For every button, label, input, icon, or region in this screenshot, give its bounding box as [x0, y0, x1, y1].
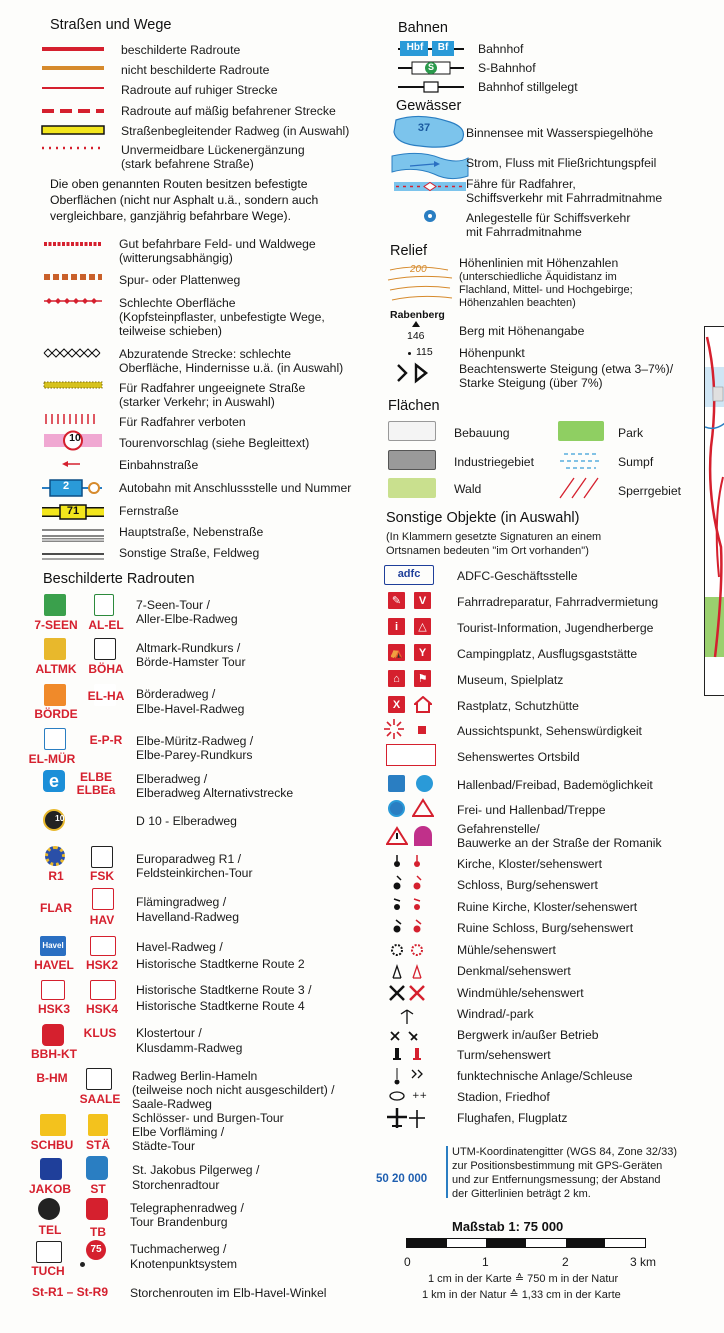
- discouraged-line: [44, 349, 100, 357]
- road2-label: Für Radfahrer verboten: [119, 415, 246, 429]
- gradient-symbol: [394, 362, 434, 384]
- route-code: FLAR: [40, 901, 72, 915]
- route-code: HSK3: [37, 1002, 70, 1016]
- road2-label: Spur- oder Plattenweg: [119, 273, 241, 287]
- route-label: Elberadweg /: [136, 772, 208, 786]
- water-label: Strom, Fluss mit Fließrichtungspfeil: [466, 156, 657, 170]
- route-label-2: Elbe-Havel-Radweg: [136, 702, 245, 716]
- route-label: St. Jakobus Pilgerweg /: [132, 1163, 260, 1177]
- rail-label: S-Bahnhof: [478, 61, 536, 75]
- indoor-pool-icon: [388, 775, 405, 792]
- route-label: D 10 - Elberadweg: [136, 814, 237, 828]
- relief-label-2: (unterschiedliche Äquidistanz im: [459, 271, 617, 283]
- route-label: Telegraphenradweg /: [130, 1201, 244, 1215]
- ruin-castle-icon: [394, 920, 402, 933]
- mountain-name: Rabenberg: [390, 309, 445, 321]
- forbidden-line: [46, 414, 94, 424]
- object-label: funktechnische Anlage/Schleuse: [457, 1069, 633, 1083]
- route-code: 7-SEEN: [34, 618, 78, 632]
- windmill-icon: [390, 986, 404, 1000]
- havel-icon: Havel: [40, 936, 66, 956]
- area-label: Wald: [454, 482, 482, 496]
- object-label: Windrad/-park: [457, 1007, 534, 1021]
- water-label: Fähre für Radfahrer,: [466, 177, 576, 191]
- route-code: HSK4: [85, 1002, 118, 1016]
- other-road-symbol: [42, 554, 104, 559]
- relief-label-4: Höhenzahlen beachten): [459, 297, 576, 309]
- roads-heading: Straßen und Wege: [50, 17, 172, 33]
- object-label: Hallenbad/Freibad, Bademöglichkeit: [457, 778, 653, 792]
- small-object-icons: [382, 852, 442, 1132]
- route-code: HAV: [89, 913, 115, 927]
- elbe-mueritz-icon: [44, 728, 66, 750]
- route-label-3: Saale-Radweg: [132, 1097, 212, 1111]
- park-swatch: [558, 421, 604, 441]
- object-label: Gefahrenstelle/: [457, 822, 540, 836]
- route-label: Börderadweg /: [136, 687, 216, 701]
- stadium-icon: [390, 1092, 404, 1100]
- route-code: EL-HA: [87, 689, 125, 703]
- camping-icon: ⛺: [388, 644, 405, 661]
- route-label-3: Städte-Tour: [132, 1139, 196, 1153]
- bbh-kt-icon: [42, 1024, 64, 1046]
- route-code: FSK: [90, 869, 114, 883]
- closed-station-symbol: [398, 82, 464, 92]
- utm-text: der Gitterlinien beträgt 2 km.: [452, 1188, 591, 1200]
- route-code: STÄ: [86, 1138, 110, 1152]
- object-label: Museum, Spielplatz: [457, 673, 564, 687]
- boerde-hamster-icon: [94, 638, 116, 660]
- route-code: ELBEa: [76, 783, 116, 797]
- relief-heading: Relief: [390, 243, 428, 259]
- church-icon: [394, 855, 400, 867]
- object-label: Stadion, Friedhof: [457, 1090, 550, 1104]
- combined-pool-icon: [388, 800, 405, 817]
- industrial-swatch: [388, 450, 436, 470]
- route-label-2: Feldsteinkirchen-Tour: [136, 866, 253, 880]
- schbu-icon: [40, 1114, 66, 1136]
- radio-icon: [395, 1068, 400, 1085]
- object-label: Flughafen, Flugplatz: [457, 1111, 568, 1125]
- seven-seen-icon: [44, 594, 66, 616]
- route-code: HAVEL: [34, 958, 74, 972]
- sight-icon: [418, 726, 426, 734]
- rental-icon: V: [414, 592, 431, 609]
- road2-label: Hauptstraße, Nebenstraße: [119, 525, 264, 539]
- node-dot: [80, 1262, 85, 1267]
- saale-icon: [86, 1068, 112, 1090]
- rail-label: Bahnhof stillgelegt: [478, 80, 578, 94]
- route-label: Flämingradweg /: [136, 895, 227, 909]
- route-label-2: Aller-Elbe-Radweg: [136, 612, 238, 626]
- storchen-icon: [86, 1156, 108, 1180]
- river-shape: [392, 153, 468, 178]
- route-label-2: Tour Brandenburg: [130, 1215, 228, 1229]
- lake-level: 37: [417, 122, 431, 134]
- scale-tick: 0: [404, 1255, 411, 1269]
- road2-label-2: (Kopfsteinpflaster, unbefestigte Wege,: [119, 310, 325, 324]
- surface-note-2: Oberflächen (nicht nur Asphalt u.ä., sondern auch: [50, 193, 319, 207]
- ruin-castle-sight-icon: [414, 920, 422, 933]
- relief-label: Höhenlinien mit Höhenzahlen: [459, 256, 619, 270]
- road2-label: Gut befahrbare Feld- und Waldwege: [119, 237, 316, 251]
- spot-height-value: 115: [416, 346, 433, 358]
- svg-text:++: ++: [412, 1091, 428, 1101]
- scale-note-2: 1 km in der Natur ≙ 1,33 cm in der Karte: [422, 1289, 621, 1301]
- route-label: Historische Stadtkerne Route 3 /: [136, 983, 312, 997]
- d10-number: 10: [55, 813, 65, 823]
- route-code: ST: [90, 1182, 106, 1196]
- utm-text: zur Positionsbestimmung mit GPS-Geräten: [452, 1160, 663, 1172]
- rail-label: Bahnhof: [478, 42, 524, 56]
- main-road-symbol: [42, 533, 104, 540]
- road-label: nicht beschilderte Radroute: [121, 63, 270, 77]
- scale-bar: [406, 1238, 646, 1248]
- ruin-church-sight-icon: [414, 899, 420, 910]
- route-label-2: Havelland-Radweg: [136, 910, 239, 924]
- tb-icon: [86, 1198, 108, 1220]
- summit-icon: [412, 321, 420, 327]
- tuch-icon: [36, 1241, 62, 1263]
- jakob-icon: [40, 1158, 62, 1180]
- road-line-symbols: [40, 36, 106, 168]
- relief-label-3: Flachland, Mittel- und Hochgebirge;: [459, 284, 633, 296]
- route-label: Storchenrouten im Elb-Havel-Winkel: [130, 1286, 327, 1300]
- map-edge-preview: [704, 326, 724, 696]
- route-label-2: Knotenpunktsystem: [130, 1257, 238, 1271]
- monument-icon: [393, 966, 401, 978]
- outdoor-pool-icon: [416, 775, 433, 792]
- utm-grid-line: [446, 1146, 448, 1198]
- airfield-icon: [409, 1110, 425, 1128]
- object-label: Windmühle/sehenswert: [457, 986, 584, 1000]
- federal-road-number: 71: [66, 505, 80, 517]
- oneway-arrow: [62, 461, 80, 467]
- object-label: Mühle/sehenswert: [457, 943, 556, 957]
- route-label-2: (teilweise noch nicht ausgeschildert) /: [132, 1083, 335, 1097]
- water-label: Binnensee mit Wasserspiegelhöhe: [466, 126, 654, 140]
- lock-icon: [412, 1070, 422, 1078]
- tel-icon: [38, 1198, 60, 1220]
- road2-label: Autobahn mit Anschlussstelle und Nummer: [119, 481, 352, 495]
- route-code: SCHBU: [30, 1138, 74, 1152]
- route-label-2: Historische Stadtkerne Route 4: [136, 999, 305, 1013]
- staedte-icon: [88, 1114, 108, 1136]
- surface-note-1: Die oben genannten Routen besitzen befestigte: [50, 177, 308, 191]
- restaurant-icon: Y: [414, 644, 431, 661]
- contour-value: 200: [410, 264, 427, 275]
- route-label: Schlösser- und Burgen-Tour: [132, 1111, 284, 1125]
- road2-label: Für Radfahrer ungeeignete Straße: [119, 381, 306, 395]
- scale-tick: 2: [562, 1255, 569, 1269]
- boerde-icon: [44, 684, 66, 706]
- romanesque-icon: [414, 826, 432, 846]
- route-label: Radweg Berlin-Hameln: [132, 1069, 258, 1083]
- tower-sight-icon: [413, 1048, 421, 1060]
- utm-value: 50 20 000: [376, 1173, 428, 1185]
- ruin-church-icon: [394, 899, 400, 910]
- road2-label-2: (witterungsabhängig): [119, 251, 233, 265]
- aller-elbe-icon: [94, 594, 114, 616]
- havelland-icon: [92, 888, 114, 910]
- hsk4-icon: [90, 980, 116, 1000]
- route-label-2: Elberadweg Alternativstrecke: [136, 786, 294, 800]
- route-label-2: Elbe Vorfläming /: [132, 1125, 225, 1139]
- route-code: ELBE: [79, 770, 112, 784]
- tower-icon: [393, 1048, 401, 1060]
- castle-sight-icon: [414, 876, 422, 890]
- hbf-text: Hbf: [406, 42, 424, 53]
- mill-sight-icon: [412, 945, 422, 955]
- forest-swatch: [388, 478, 436, 498]
- object-label-2: Bauwerke an der Straße der Romanik: [457, 836, 662, 850]
- route-code: BÖHA: [88, 662, 124, 676]
- route-label: Elbe-Müritz-Radweg /: [136, 734, 254, 748]
- road-label: Straßenbegleitender Radweg (in Auswahl): [121, 124, 350, 138]
- r1-icon: [45, 846, 65, 866]
- node-badge: 75: [86, 1240, 106, 1260]
- swamp-swatch: [558, 450, 604, 472]
- route-code: BÖRDE: [34, 707, 78, 721]
- elberadweg-icon: e: [43, 770, 65, 792]
- mine-icon: [391, 1032, 399, 1040]
- scale-tick: 3 km: [630, 1255, 657, 1269]
- castle-icon: [394, 876, 402, 890]
- water-label: Anlegestelle für Schiffsverkehr: [466, 211, 631, 225]
- objects-heading: Sonstige Objekte (in Auswahl): [386, 510, 580, 526]
- scale-note-1: 1 cm in der Karte ≙ 750 m in der Natur: [428, 1273, 619, 1285]
- route-label-2: Börde-Hamster Tour: [136, 655, 246, 669]
- route-code: E-P-R: [89, 733, 123, 747]
- scale-tick: 1: [482, 1255, 489, 1269]
- object-label: Fahrradreparatur, Fahrradvermietung: [457, 595, 659, 609]
- route-label: Altmark-Rundkurs /: [136, 641, 241, 655]
- object-label: Frei- und Hallenbad/Treppe: [457, 803, 606, 817]
- route-code: R1: [48, 869, 64, 883]
- route-label: Klostertour /: [136, 1026, 202, 1040]
- road-label-2: (stark befahrene Straße): [121, 157, 254, 171]
- route-code: AL-EL: [88, 618, 124, 632]
- hsk2-icon: [90, 936, 116, 956]
- route-code: SAALE: [79, 1092, 121, 1106]
- object-label: Schloss, Burg/sehenswert: [457, 878, 598, 892]
- route-label-2: Klusdamm-Radweg: [136, 1041, 243, 1055]
- road2-label: Tourenvorschlag (siehe Begleittext): [119, 436, 310, 450]
- museum-icon: ⌂: [388, 670, 405, 687]
- altmark-icon: [44, 638, 66, 660]
- mine-closed-icon: [409, 1032, 417, 1040]
- rail-heading: Bahnen: [398, 20, 448, 36]
- route-label: Havel-Radweg /: [136, 940, 223, 954]
- object-label: Sehenswertes Ortsbild: [457, 750, 580, 764]
- route-label-2: Historische Stadtkerne Route 2: [136, 957, 305, 971]
- route-label-2: Storchenradtour: [132, 1178, 220, 1192]
- spot-height-dot: [408, 352, 411, 355]
- church-sight-icon: [414, 855, 420, 867]
- routes-heading: Beschilderte Radrouten: [43, 571, 195, 587]
- wind-turbine-icon: [401, 1010, 413, 1024]
- fsk-icon: [91, 846, 113, 868]
- route-code: BBH-KT: [31, 1047, 77, 1061]
- bf-text: Bf: [437, 42, 449, 53]
- unsuitable-line: [44, 382, 102, 388]
- route-code: TUCH: [31, 1264, 65, 1278]
- relief-label-2: Starke Steigung (über 7%): [459, 376, 603, 390]
- object-label: ADFC-Geschäftsstelle: [457, 569, 578, 583]
- hsk3-icon: [41, 980, 65, 1000]
- road2-label: Einbahnstraße: [119, 458, 199, 472]
- scale-title: Maßstab 1: 75 000: [452, 1219, 564, 1234]
- hostel-icon: △: [414, 618, 431, 635]
- road2-label: Fernstraße: [119, 504, 179, 518]
- viewpoint-icon: [382, 717, 406, 741]
- info-icon: i: [388, 618, 405, 635]
- area-label: Sumpf: [618, 455, 654, 469]
- object-label: Rastplatz, Schutzhütte: [457, 699, 579, 713]
- route-code: ALTMK: [35, 662, 77, 676]
- object-label: Campingplatz, Ausflugsgaststätte: [457, 647, 638, 661]
- road-label: Radroute auf mäßig befahrener Strecke: [121, 104, 336, 118]
- area-label: Park: [618, 426, 644, 440]
- water-heading: Gewässer: [396, 98, 462, 114]
- objects-note-1: (In Klammern gesetzte Signaturen an einem: [386, 531, 602, 543]
- ferry-symbol: [394, 182, 466, 191]
- object-label: Denkmal/sehenswert: [457, 964, 571, 978]
- road2-label-2: Oberfläche, Hindernisse u.ä. (in Auswahl): [119, 361, 344, 375]
- road2-label: Sonstige Straße, Feldweg: [119, 546, 260, 560]
- shelter-icon: [414, 696, 432, 713]
- bike-path-line: [42, 126, 104, 134]
- road-label: Unvermeidbare Lückenergänzung: [121, 143, 305, 157]
- route-code: St-R1 – St-R9: [31, 1285, 108, 1299]
- utm-text: UTM-Koordinatengitter (WGS 84, Zone 32/33): [452, 1146, 677, 1158]
- relief-label: Höhenpunkt: [459, 346, 525, 360]
- object-label: Turm/sehenswert: [457, 1048, 551, 1062]
- road-label: beschilderte Radroute: [121, 43, 241, 57]
- monument-sight-icon: [413, 966, 421, 978]
- water-label-2: mit Fahrradmitnahme: [466, 225, 582, 239]
- area-label: Sperrgebiet: [618, 484, 682, 498]
- road2-label: Schlechte Oberfläche: [119, 296, 236, 310]
- object-label: Kirche, Kloster/sehenswert: [457, 857, 602, 871]
- route-label: 7-Seen-Tour /: [136, 598, 210, 612]
- object-label: Tourist-Information, Jugendherberge: [457, 621, 654, 635]
- utm-text: und zur Entfernungsmessung; der Abstand: [452, 1174, 661, 1186]
- route-label-2: Elbe-Parey-Rundkurs: [136, 748, 253, 762]
- built-up-swatch: [388, 421, 436, 441]
- cemetery-icon: [412, 1091, 427, 1101]
- bad-surface-line: [44, 298, 102, 304]
- townscape-icon: [386, 744, 436, 766]
- restricted-swatch: [558, 474, 604, 500]
- object-label: Bergwerk in/außer Betrieb: [457, 1028, 599, 1042]
- adfc-icon: adfc: [384, 565, 434, 585]
- route-code: B-HM: [36, 1071, 68, 1085]
- objects-note-2: Ortsnamen bedeuten "im Ort vorhanden"): [386, 545, 589, 557]
- airport-icon: [387, 1108, 407, 1128]
- route-code: TEL: [38, 1223, 62, 1237]
- object-label: Ruine Schloss, Burg/sehenswert: [457, 921, 634, 935]
- areas-heading: Flächen: [388, 398, 440, 414]
- stairs-icon: [412, 798, 434, 818]
- tour-badge-number: 10: [69, 432, 81, 444]
- route-code: KLUS: [83, 1026, 117, 1040]
- playground-icon: ⚑: [414, 670, 431, 687]
- route-label: Europaradweg R1 /: [136, 852, 242, 866]
- motorway-number: 2: [62, 480, 70, 492]
- area-label: Industriegebiet: [454, 455, 534, 469]
- road2-label: Abzuratende Strecke: schlechte: [119, 347, 292, 361]
- road2-label-2: (starker Verkehr; in Auswahl): [119, 395, 275, 409]
- relief-label: Berg mit Höhenangabe: [459, 324, 585, 338]
- s-text: S: [427, 62, 434, 72]
- route-code: JAKOB: [28, 1182, 71, 1196]
- road-label: Radroute auf ruhiger Strecke: [121, 83, 278, 97]
- windmill-sight-icon: [410, 986, 424, 1000]
- mill-icon: [392, 945, 402, 955]
- route-label: Tuchmacherweg /: [130, 1242, 227, 1256]
- road2-label-3: teilweise schieben): [119, 324, 222, 338]
- route-code: EL-MÜR: [28, 752, 76, 766]
- water-label-2: Schiffsverkehr mit Fahrradmitnahme: [466, 191, 663, 205]
- danger-icon: [386, 826, 408, 846]
- mountain-height: 146: [407, 330, 425, 342]
- object-label: Aussichtspunkt, Sehenswürdigkeit: [457, 724, 642, 738]
- route-code: TB: [90, 1225, 106, 1239]
- object-label: Ruine Kirche, Kloster/sehenswert: [457, 900, 638, 914]
- relief-label: Beachtenswerte Steigung (etwa 3–7%)/: [459, 362, 674, 376]
- area-label: Bebauung: [454, 426, 510, 440]
- rest-area-icon: X: [388, 696, 405, 713]
- route-code: HSK2: [85, 958, 118, 972]
- repair-icon: ✎: [388, 592, 405, 609]
- surface-note-3: vergleichbare, ganzjährig befahrbare Wege).: [50, 209, 291, 223]
